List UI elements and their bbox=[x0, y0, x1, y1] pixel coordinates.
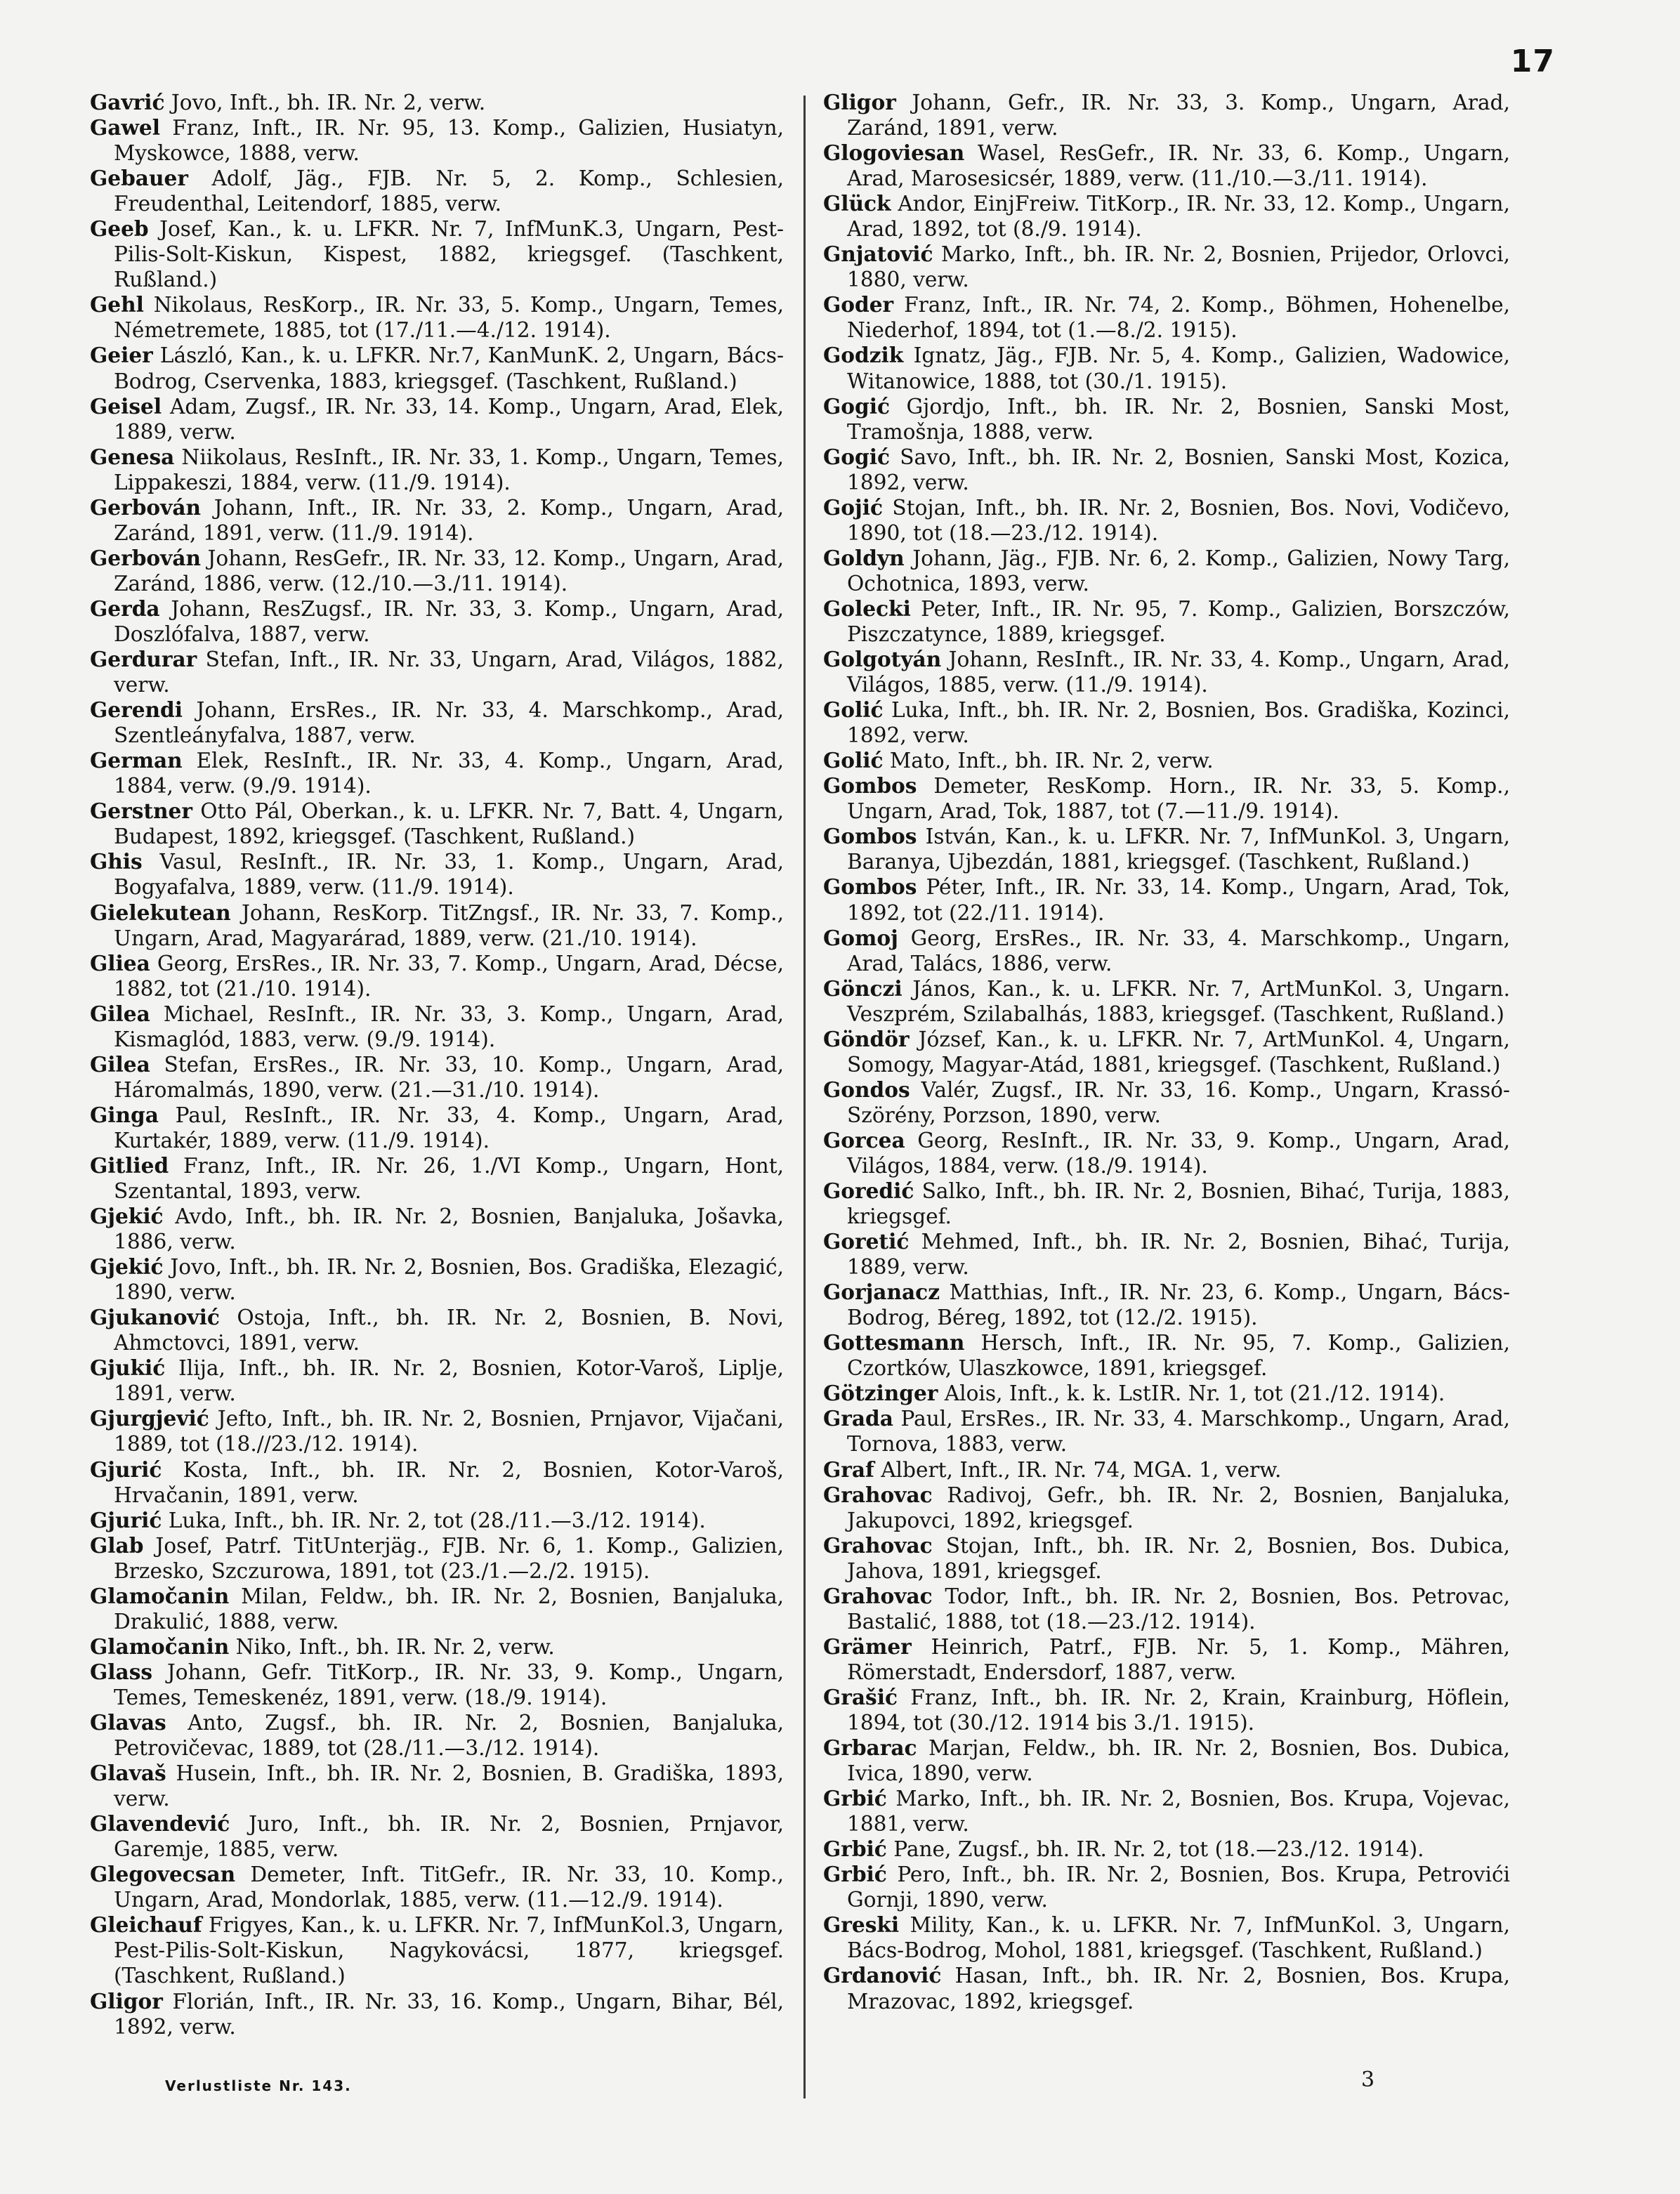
entry-details: Frigyes, Kan., k. u. LFKR. Nr. 7, InfMunKol.3, Ungarn, Pest-Pilis-Solt-Kiskun, Nagykovácsi, 1877, kriegsgef. (Taschkent, Rußland.) bbox=[114, 1913, 784, 1988]
entry-surname: German bbox=[90, 748, 183, 773]
entry-surname: Gomoj bbox=[823, 925, 898, 950]
list-entry bbox=[90, 115, 784, 166]
entry-details: Niko, Inft., bh. IR. Nr. 2, verw. bbox=[229, 1634, 555, 1659]
entry-details: Franz, Inft., IR. Nr. 74, 2. Komp., Böhmen, Hohenelbe, Niederhof, 1894, tot (1.—8./2. 1915). bbox=[847, 293, 1510, 343]
list-entry bbox=[823, 1483, 1510, 1533]
entry-details: Stojan, Inft., bh. IR. Nr. 2, Bosnien, Bos. Dubica, Jahova, 1891, kriegsgef. bbox=[847, 1533, 1510, 1583]
list-entry bbox=[90, 1103, 784, 1153]
list-entry bbox=[823, 242, 1510, 292]
list-entry bbox=[90, 647, 784, 697]
entry-surname: Grahovac bbox=[823, 1532, 933, 1558]
list-entry bbox=[90, 1001, 784, 1052]
entry-surname: Grbić bbox=[823, 1837, 887, 1862]
entry-details: Wasel, ResGefr., IR. Nr. 33, 6. Komp., Ungarn, Arad, Marosesicsér, 1889, verw. (11./10.—3./11. 1914). bbox=[847, 141, 1510, 191]
entry-surname: Gjukanović bbox=[90, 1305, 220, 1330]
entry-surname: Geier bbox=[90, 343, 153, 368]
entry-details: Johann, ResInft., IR. Nr. 33, 4. Komp., Ungarn, Arad, Világos, 1885, verw. (11./9. 1914). bbox=[847, 648, 1510, 697]
entry-surname: Grämer bbox=[823, 1634, 912, 1659]
entry-surname: Ghis bbox=[90, 849, 143, 874]
entry-details: Johann, Gefr. TitKorp., IR. Nr. 33, 9. Komp., Ungarn, Temes, Temeskenéz, 1891, verw. (18./9. 1914). bbox=[114, 1660, 784, 1709]
list-entry bbox=[90, 445, 784, 495]
entry-surname: Gönczi bbox=[823, 976, 903, 1001]
entry-details: Gjordjo, Inft., bh. IR. Nr. 2, Bosnien, Sanski Most, Tramošnja, 1888, verw. bbox=[847, 394, 1510, 444]
list-entry bbox=[823, 647, 1510, 697]
footer-list-title: Verlustliste Nr. 143. bbox=[165, 2077, 352, 2094]
entry-surname: Gombos bbox=[823, 773, 917, 799]
list-entry bbox=[90, 1153, 784, 1204]
list-entry bbox=[823, 546, 1510, 596]
entry-surname: Gligor bbox=[90, 1988, 163, 2014]
entry-surname: Gilea bbox=[90, 1051, 150, 1077]
entry-surname: Glogoviesan bbox=[823, 140, 965, 166]
list-entry bbox=[823, 495, 1510, 546]
list-entry bbox=[823, 1685, 1510, 1735]
entry-surname: Gligor bbox=[823, 90, 896, 114]
list-entry bbox=[823, 292, 1510, 343]
entry-surname: Goldyn bbox=[823, 545, 905, 570]
entry-surname: Ginga bbox=[90, 1102, 159, 1127]
list-entry bbox=[823, 1735, 1510, 1786]
list-entry bbox=[823, 874, 1510, 925]
entry-surname: Gondos bbox=[823, 1077, 910, 1102]
entry-surname: Gogić bbox=[823, 444, 890, 469]
list-entry bbox=[823, 191, 1510, 242]
entry-details: Hersch, Inft., IR. Nr. 95, 7. Komp., Galizien, Czortków, Ulaszkowce, 1891, kriegsgef. bbox=[847, 1331, 1510, 1381]
entry-surname: Goredić bbox=[823, 1178, 914, 1204]
entry-details: Stefan, Inft., IR. Nr. 33, Ungarn, Arad, Világos, 1882, verw. bbox=[114, 648, 784, 697]
entry-surname: Grahovac bbox=[823, 1583, 933, 1608]
list-entry bbox=[90, 1862, 784, 1912]
entry-details: Nikolaus, ResKorp., IR. Nr. 33, 5. Komp., Ungarn, Temes, Németremete, 1885, tot (17./11.—4./12. 1914). bbox=[114, 293, 784, 343]
entry-surname: Grbarac bbox=[823, 1735, 917, 1761]
list-entry bbox=[823, 140, 1510, 191]
entry-details: Johann, ResZugsf., IR. Nr. 33, 3. Komp., Ungarn, Arad, Doszlófalva, 1887, verw. bbox=[114, 596, 784, 646]
entry-details: Franz, Inft., IR. Nr. 95, 13. Komp., Galizien, Husiatyn, Myskowce, 1888, verw. bbox=[114, 116, 784, 166]
entry-details: Florián, Inft., IR. Nr. 33, 16. Komp., Ungarn, Bihar, Bél, 1892, verw. bbox=[114, 1989, 784, 2039]
entry-surname: Genesa bbox=[90, 444, 175, 469]
entry-details: Ilija, Inft., bh. IR. Nr. 2, Bosnien, Kotor-Varoš, Liplje, 1891, verw. bbox=[114, 1356, 784, 1406]
entry-surname: Gerbován bbox=[90, 545, 202, 570]
entry-details: Demeter, Inft. TitGefr., IR. Nr. 33, 10. Komp., Ungarn, Arad, Mondorlak, 1885, verw. (11.—12./9. 1914). bbox=[114, 1863, 784, 1912]
entry-details: Marjan, Feldw., bh. IR. Nr. 2, Bosnien, Bos. Dubica, Ivica, 1890, verw. bbox=[847, 1736, 1510, 1786]
page-number: 17 bbox=[1510, 44, 1555, 79]
entry-surname: Glavas bbox=[90, 1710, 166, 1735]
entry-details: Jovo, Inft., bh. IR. Nr. 2, verw. bbox=[164, 91, 486, 114]
entry-details: Johann, Gefr., IR. Nr. 33, 3. Komp., Ungarn, Arad, Zaránd, 1891, verw. bbox=[847, 91, 1510, 140]
list-entry bbox=[823, 976, 1510, 1027]
list-entry bbox=[823, 1128, 1510, 1178]
entry-details: Matthias, Inft., IR. Nr. 23, 6. Komp., Ungarn, Bács-Bodrog, Béreg, 1892, tot (12./2. 1915). bbox=[847, 1280, 1510, 1330]
list-entry bbox=[823, 1027, 1510, 1077]
entry-surname: Gebauer bbox=[90, 166, 188, 191]
list-entry bbox=[90, 596, 784, 647]
list-entry bbox=[823, 1912, 1510, 1963]
list-entry bbox=[90, 1710, 784, 1761]
list-entry bbox=[90, 849, 784, 900]
list-entry bbox=[823, 1280, 1510, 1330]
entry-details: Georg, ErsRes., IR. Nr. 33, 4. Marschkomp., Ungarn, Arad, Talács, 1886, verw. bbox=[847, 926, 1510, 976]
entry-surname: Gombos bbox=[823, 824, 917, 849]
entry-surname: Goder bbox=[823, 292, 894, 317]
list-entry bbox=[823, 1457, 1510, 1483]
entry-surname: Glegovecsan bbox=[90, 1862, 236, 1887]
entry-details: Radivoj, Gefr., bh. IR. Nr. 2, Bosnien, Banjaluka, Jakupovci, 1892, kriegsgef. bbox=[847, 1483, 1510, 1532]
list-entry bbox=[90, 495, 784, 546]
left-column bbox=[90, 90, 784, 2039]
entry-details: Mato, Inft., bh. IR. Nr. 2, verw. bbox=[883, 749, 1214, 773]
list-entry bbox=[90, 1912, 784, 1988]
entry-surname: Grašić bbox=[823, 1684, 898, 1709]
list-entry bbox=[823, 394, 1510, 445]
entry-details: Paul, ErsRes., IR. Nr. 33, 4. Marschkomp., Ungarn, Arad, Tornova, 1883, verw. bbox=[847, 1407, 1510, 1457]
list-entry bbox=[823, 1862, 1510, 1912]
entry-details: Johann, Jäg., FJB. Nr. 6, 2. Komp., Galizien, Nowy Targ, Ochotnica, 1893, verw. bbox=[847, 546, 1510, 596]
list-entry bbox=[823, 1406, 1510, 1457]
entry-details: Marko, Inft., bh. IR. Nr. 2, Bosnien, Bos. Krupa, Vojevac, 1881, verw. bbox=[847, 1787, 1510, 1837]
entry-details: Savo, Inft., bh. IR. Nr. 2, Bosnien, Sanski Most, Kozica, 1892, verw. bbox=[847, 445, 1510, 494]
list-entry bbox=[90, 216, 784, 292]
entry-details: Franz, Inft., bh. IR. Nr. 2, Krain, Krainburg, Höflein, 1894, tot (30./12. 1914 bis 3./1. 1915). bbox=[847, 1685, 1510, 1735]
list-entry bbox=[823, 596, 1510, 647]
entry-details: Ignatz, Jäg., FJB. Nr. 5, 4. Komp., Galizien, Wadowice, Witanowice, 1888, tot (30./1. 1915). bbox=[847, 343, 1510, 393]
entry-surname: Gerbován bbox=[90, 494, 202, 520]
entry-details: Anto, Zugsf., bh. IR. Nr. 2, Bosnien, Banjaluka, Petrovičevac, 1889, tot (28./11.—3./12. 1914). bbox=[114, 1711, 784, 1761]
list-entry bbox=[90, 1811, 784, 1862]
entry-details: Georg, ErsRes., IR. Nr. 33, 7. Komp., Ungarn, Arad, Décse, 1882, tot (21./10. 1914). bbox=[114, 951, 784, 1001]
list-entry bbox=[823, 773, 1510, 824]
entry-surname: Golić bbox=[823, 748, 884, 773]
entry-details: Demeter, ResKomp. Horn., IR. Nr. 33, 5. Komp., Ungarn, Arad, Tok, 1887, tot (7.—11./9. 1914). bbox=[847, 774, 1510, 824]
list-entry bbox=[823, 1963, 1510, 2014]
entry-details: Niikolaus, ResInft., IR. Nr. 33, 1. Komp., Ungarn, Temes, Lippakeszi, 1884, verw. (11./9. 1914). bbox=[114, 445, 784, 494]
entry-details: Johann, ResKorp. TitZngsf., IR. Nr. 33, 7. Komp., Ungarn, Arad, Magyarárad, 1889, verw. (21./10. 1914). bbox=[114, 900, 784, 950]
entry-details: Marko, Inft., bh. IR. Nr. 2, Bosnien, Prijedor, Orlovci, 1880, verw. bbox=[847, 242, 1510, 292]
entry-surname: Golić bbox=[823, 697, 884, 723]
list-entry bbox=[823, 1330, 1510, 1381]
entry-surname: Grbić bbox=[823, 1786, 887, 1811]
entry-surname: Gerdurar bbox=[90, 647, 197, 672]
entry-surname: Gerstner bbox=[90, 799, 192, 824]
list-entry bbox=[823, 1178, 1510, 1229]
entry-details: Péter, Inft., IR. Nr. 33, 14. Komp., Ungarn, Arad, Tok, 1892, tot (22./11. 1914). bbox=[847, 875, 1510, 925]
entry-surname: Götzinger bbox=[823, 1381, 938, 1406]
entry-surname: Gliea bbox=[90, 950, 150, 976]
column-divider bbox=[803, 96, 806, 2098]
entry-surname: Godzik bbox=[823, 343, 904, 368]
entry-details: Stefan, ErsRes., IR. Nr. 33, 10. Komp., Ungarn, Arad, Háromalmás, 1890, verw. (21.—31./10. 1914). bbox=[114, 1052, 784, 1102]
entry-surname: Glab bbox=[90, 1532, 144, 1558]
list-entry bbox=[823, 926, 1510, 976]
entry-surname: Gielekutean bbox=[90, 900, 231, 925]
list-entry bbox=[823, 824, 1510, 874]
right-column bbox=[823, 90, 1510, 2014]
entry-details: Georg, ResInft., IR. Nr. 33, 9. Komp., Ungarn, Arad, Világos, 1884, verw. (18./9. 1914). bbox=[847, 1128, 1510, 1178]
entry-surname: Glamočanin bbox=[90, 1583, 230, 1608]
list-entry bbox=[90, 1989, 784, 2039]
list-entry bbox=[823, 697, 1510, 748]
entry-details: József, Kan., k. u. LFKR. Nr. 7, ArtMunKol. 4, Ungarn, Somogy, Magyar-Atád, 1881, kriegsgef. (Taschkent, Rußland.) bbox=[847, 1027, 1510, 1077]
list-entry bbox=[823, 748, 1510, 773]
entry-surname: Gitlied bbox=[90, 1152, 169, 1178]
entry-surname: Glavaš bbox=[90, 1761, 166, 1786]
entry-surname: Göndör bbox=[823, 1026, 910, 1051]
list-entry bbox=[90, 1204, 784, 1254]
list-entry bbox=[823, 1786, 1510, 1837]
entry-details: Jovo, Inft., bh. IR. Nr. 2, Bosnien, Bos. Gradiška, Elezagić, 1890, verw. bbox=[114, 1255, 784, 1305]
entry-details: Mility, Kan., k. u. LFKR. Nr. 7, InfMunKol. 3, Ungarn, Bács-Bodrog, Mohol, 1881, kriegsgef. (Taschkent, Rußland.) bbox=[847, 1913, 1510, 1963]
entry-details: János, Kan., k. u. LFKR. Nr. 7, ArtMunKol. 3, Ungarn. Veszprém, Szilabalhás, 1883, kriegsgef. (Taschkent, Rußland.) bbox=[847, 976, 1510, 1026]
list-entry bbox=[90, 900, 784, 951]
entry-details: Albert, Inft., IR. Nr. 74, MGA. 1, verw. bbox=[874, 1457, 1282, 1482]
list-entry bbox=[90, 697, 784, 748]
entry-details: Avdo, Inft., bh. IR. Nr. 2, Bosnien, Banjaluka, Jošavka, 1886, verw. bbox=[114, 1204, 784, 1254]
entry-surname: Graf bbox=[823, 1457, 874, 1482]
entry-surname: Glass bbox=[90, 1659, 153, 1684]
entry-details: Pero, Inft., bh. IR. Nr. 2, Bosnien, Bos. Krupa, Petrovići Gornji, 1890, verw. bbox=[847, 1863, 1510, 1912]
entry-details: Kosta, Inft., bh. IR. Nr. 2, Bosnien, Kotor-Varoš, Hrvačanin, 1891, verw. bbox=[114, 1457, 784, 1507]
entry-details: Luka, Inft., bh. IR. Nr. 2, tot (28./11.—3./12. 1914). bbox=[162, 1508, 706, 1532]
entry-surname: Gleichauf bbox=[90, 1912, 202, 1938]
list-entry bbox=[90, 343, 784, 393]
list-entry bbox=[90, 1406, 784, 1457]
list-entry bbox=[90, 1508, 784, 1533]
entry-details: Mehmed, Inft., bh. IR. Nr. 2, Bosnien, Bihać, Turija, 1889, verw. bbox=[847, 1230, 1510, 1280]
entry-surname: Gorjanacz bbox=[823, 1280, 940, 1305]
entry-surname: Golgotyán bbox=[823, 647, 942, 672]
entry-details: Jefto, Inft., bh. IR. Nr. 2, Bosnien, Prnjavor, Vijačani, 1889, tot (18.//23./12. 1914). bbox=[114, 1407, 784, 1457]
list-entry bbox=[90, 1052, 784, 1103]
entry-surname: Gerendi bbox=[90, 697, 183, 723]
entry-details: Adolf, Jäg., FJB. Nr. 5, 2. Komp., Schlesien, Freudenthal, Leitendorf, 1885, verw. bbox=[114, 166, 784, 216]
list-entry bbox=[90, 1355, 784, 1406]
entry-surname: Grada bbox=[823, 1406, 893, 1431]
list-entry bbox=[90, 1634, 784, 1660]
list-entry bbox=[90, 1660, 784, 1710]
entry-details: Franz, Inft., IR. Nr. 26, 1./VI Komp., Ungarn, Hont, Szentantal, 1893, verw. bbox=[114, 1153, 784, 1204]
list-entry bbox=[90, 292, 784, 343]
entry-surname: Gjurić bbox=[90, 1507, 162, 1532]
list-entry bbox=[90, 1254, 784, 1305]
entry-surname: Gavrić bbox=[90, 90, 165, 114]
entry-surname: Gorcea bbox=[823, 1127, 905, 1152]
entry-surname: Glavendević bbox=[90, 1811, 230, 1837]
list-entry bbox=[90, 748, 784, 799]
entry-surname: Grbić bbox=[823, 1862, 887, 1887]
entry-surname: Gjekić bbox=[90, 1254, 164, 1280]
entry-surname: Gjurić bbox=[90, 1457, 162, 1482]
entry-surname: Greski bbox=[823, 1912, 900, 1938]
list-entry bbox=[823, 1381, 1510, 1406]
entry-details: Alois, Inft., k. k. LstIR. Nr. 1, tot (21./12. 1914). bbox=[938, 1381, 1445, 1406]
entry-surname: Grahovac bbox=[823, 1482, 933, 1507]
entry-surname: Gjekić bbox=[90, 1204, 164, 1229]
list-entry bbox=[823, 90, 1510, 140]
entry-details: Michael, ResInft., IR. Nr. 33, 3. Komp., Ungarn, Arad, Kismaglód, 1883, verw. (9./9. 1914). bbox=[114, 1001, 784, 1051]
entry-surname: Gilea bbox=[90, 1001, 150, 1026]
list-entry bbox=[90, 90, 784, 115]
entry-surname: Gerda bbox=[90, 596, 160, 621]
entry-surname: Glück bbox=[823, 191, 891, 216]
entry-surname: Gojić bbox=[823, 494, 883, 520]
list-entry bbox=[90, 1584, 784, 1634]
list-entry bbox=[823, 445, 1510, 495]
entry-surname: Gombos bbox=[823, 874, 917, 900]
list-entry bbox=[823, 343, 1510, 393]
entry-details: Heinrich, Patrf., FJB. Nr. 5, 1. Komp., Mähren, Römerstadt, Endersdorf, 1887, verw. bbox=[847, 1634, 1510, 1684]
entry-details: Adam, Zugsf., IR. Nr. 33, 14. Komp., Ungarn, Arad, Elek, 1889, verw. bbox=[114, 394, 784, 444]
entry-details: Peter, Inft., IR. Nr. 95, 7. Komp., Galizien, Borszczów, Piszczatynce, 1889, kriegsgef. bbox=[847, 596, 1510, 646]
entry-surname: Gnjatović bbox=[823, 242, 933, 267]
entry-details: Johann, ErsRes., IR. Nr. 33, 4. Marschkomp., Arad, Szentleányfalva, 1887, verw. bbox=[114, 698, 784, 748]
entry-details: Hasan, Inft., bh. IR. Nr. 2, Bosnien, Bos. Krupa, Mrazovac, 1892, kriegsgef. bbox=[847, 1964, 1510, 2014]
entry-details: Josef, Kan., k. u. LFKR. Nr. 7, InfMunK.3, Ungarn, Pest-Pilis-Solt-Kiskun, Kispest, 1882, kriegsgef. (Taschkent, Rußland.) bbox=[114, 217, 784, 292]
list-entry bbox=[90, 546, 784, 596]
entry-details: Salko, Inft., bh. IR. Nr. 2, Bosnien, Bihać, Turija, 1883, kriegsgef. bbox=[847, 1179, 1510, 1229]
entry-surname: Geeb bbox=[90, 216, 149, 242]
entry-surname: Gjurgjević bbox=[90, 1406, 209, 1431]
list-entry bbox=[90, 166, 784, 216]
list-entry bbox=[90, 1761, 784, 1811]
list-entry bbox=[90, 1305, 784, 1355]
list-entry bbox=[90, 799, 784, 849]
footer-signature: 3 bbox=[1361, 2068, 1375, 2092]
entry-details: Elek, ResInft., IR. Nr. 33, 4. Komp., Ungarn, Arad, 1884, verw. (9./9. 1914). bbox=[114, 749, 784, 799]
entry-details: Otto Pál, Oberkan., k. u. LFKR. Nr. 7, Batt. 4, Ungarn, Budapest, 1892, kriegsgef. (Taschkent, Rußland.) bbox=[114, 799, 784, 849]
entry-details: Vasul, ResInft., IR. Nr. 33, 1. Komp., Ungarn, Arad, Bogyafalva, 1889, verw. (11./9. 1914). bbox=[114, 850, 784, 900]
entry-details: Valér, Zugsf., IR. Nr. 33, 16. Komp., Ungarn, Krassó-Szörény, Porzson, 1890, verw. bbox=[847, 1077, 1510, 1127]
entry-details: Ostoja, Inft., bh. IR. Nr. 2, Bosnien, B. Novi, Ahmctovci, 1891, verw. bbox=[114, 1306, 784, 1355]
entry-surname: Grdanović bbox=[823, 1963, 942, 1988]
entry-surname: Geisel bbox=[90, 393, 162, 419]
list-entry bbox=[90, 951, 784, 1001]
list-entry bbox=[90, 1533, 784, 1584]
list-entry bbox=[823, 1634, 1510, 1685]
list-entry bbox=[90, 394, 784, 445]
entry-surname: Gawel bbox=[90, 115, 160, 140]
list-entry bbox=[823, 1077, 1510, 1128]
entry-details: Milan, Feldw., bh. IR. Nr. 2, Bosnien, Banjaluka, Drakulić, 1888, verw. bbox=[114, 1584, 784, 1634]
entry-surname: Gottesmann bbox=[823, 1330, 965, 1355]
entry-details: Stojan, Inft., bh. IR. Nr. 2, Bosnien, Bos. Novi, Vodičevo, 1890, tot (18.—23./12. 1914). bbox=[847, 495, 1510, 545]
entry-details: Pane, Zugsf., bh. IR. Nr. 2, tot (18.—23./12. 1914). bbox=[886, 1837, 1424, 1862]
entry-surname: Gogić bbox=[823, 393, 890, 419]
entry-surname: Gjukić bbox=[90, 1355, 166, 1381]
entry-details: László, Kan., k. u. LFKR. Nr.7, KanMunK. 2, Ungarn, Bács-Bodrog, Cservenka, 1883, kriegsgef. (Taschkent, Rußland.) bbox=[114, 343, 784, 393]
entry-details: Andor, EinjFreiw. TitKorp., IR. Nr. 33, 12. Komp., Ungarn, Arad, 1892, tot (8./9. 1914). bbox=[847, 192, 1510, 242]
entry-details: Juro, Inft., bh. IR. Nr. 2, Bosnien, Prnjavor, Garemje, 1885, verw. bbox=[114, 1812, 784, 1862]
entry-surname: Gehl bbox=[90, 292, 144, 317]
entry-surname: Glamočanin bbox=[90, 1634, 230, 1659]
entry-details: Husein, Inft., bh. IR. Nr. 2, Bosnien, B. Gradiška, 1893, verw. bbox=[114, 1761, 784, 1811]
entry-details: Johann, Inft., IR. Nr. 33, 2. Komp., Ungarn, Arad, Zaránd, 1891, verw. (11./9. 1914). bbox=[114, 495, 784, 545]
entry-details: Todor, Inft., bh. IR. Nr. 2, Bosnien, Bos. Petrovac, Bastalić, 1888, tot (18.—23./12. 1914). bbox=[847, 1584, 1510, 1634]
list-entry bbox=[823, 1229, 1510, 1280]
entry-details: Johann, ResGefr., IR. Nr. 33, 12. Komp., Ungarn, Arad, Zaránd, 1886, verw. (12./10.—3./11. 1914). bbox=[114, 546, 784, 596]
entry-details: Paul, ResInft., IR. Nr. 33, 4. Komp., Ungarn, Arad, Kurtakér, 1889, verw. (11./9. 1914). bbox=[114, 1103, 784, 1152]
entry-details: István, Kan., k. u. LFKR. Nr. 7, InfMunKol. 3, Ungarn, Baranya, Ujbezdán, 1881, kriegsgef. (Taschkent, Rußland.) bbox=[847, 825, 1510, 874]
entry-surname: Golecki bbox=[823, 596, 911, 621]
list-entry bbox=[823, 1837, 1510, 1862]
list-entry bbox=[823, 1584, 1510, 1634]
list-entry bbox=[823, 1533, 1510, 1584]
entry-details: Josef, Patrf. TitUnterjäg., FJB. Nr. 6, 1. Komp., Galizien, Brzesko, Szczurowa, 1891, tot (23./1.—2./2. 1915). bbox=[114, 1533, 784, 1583]
entry-surname: Goretić bbox=[823, 1229, 910, 1254]
entry-details: Luka, Inft., bh. IR. Nr. 2, Bosnien, Bos. Gradiška, Kozinci, 1892, verw. bbox=[847, 698, 1510, 748]
list-entry bbox=[90, 1457, 784, 1508]
